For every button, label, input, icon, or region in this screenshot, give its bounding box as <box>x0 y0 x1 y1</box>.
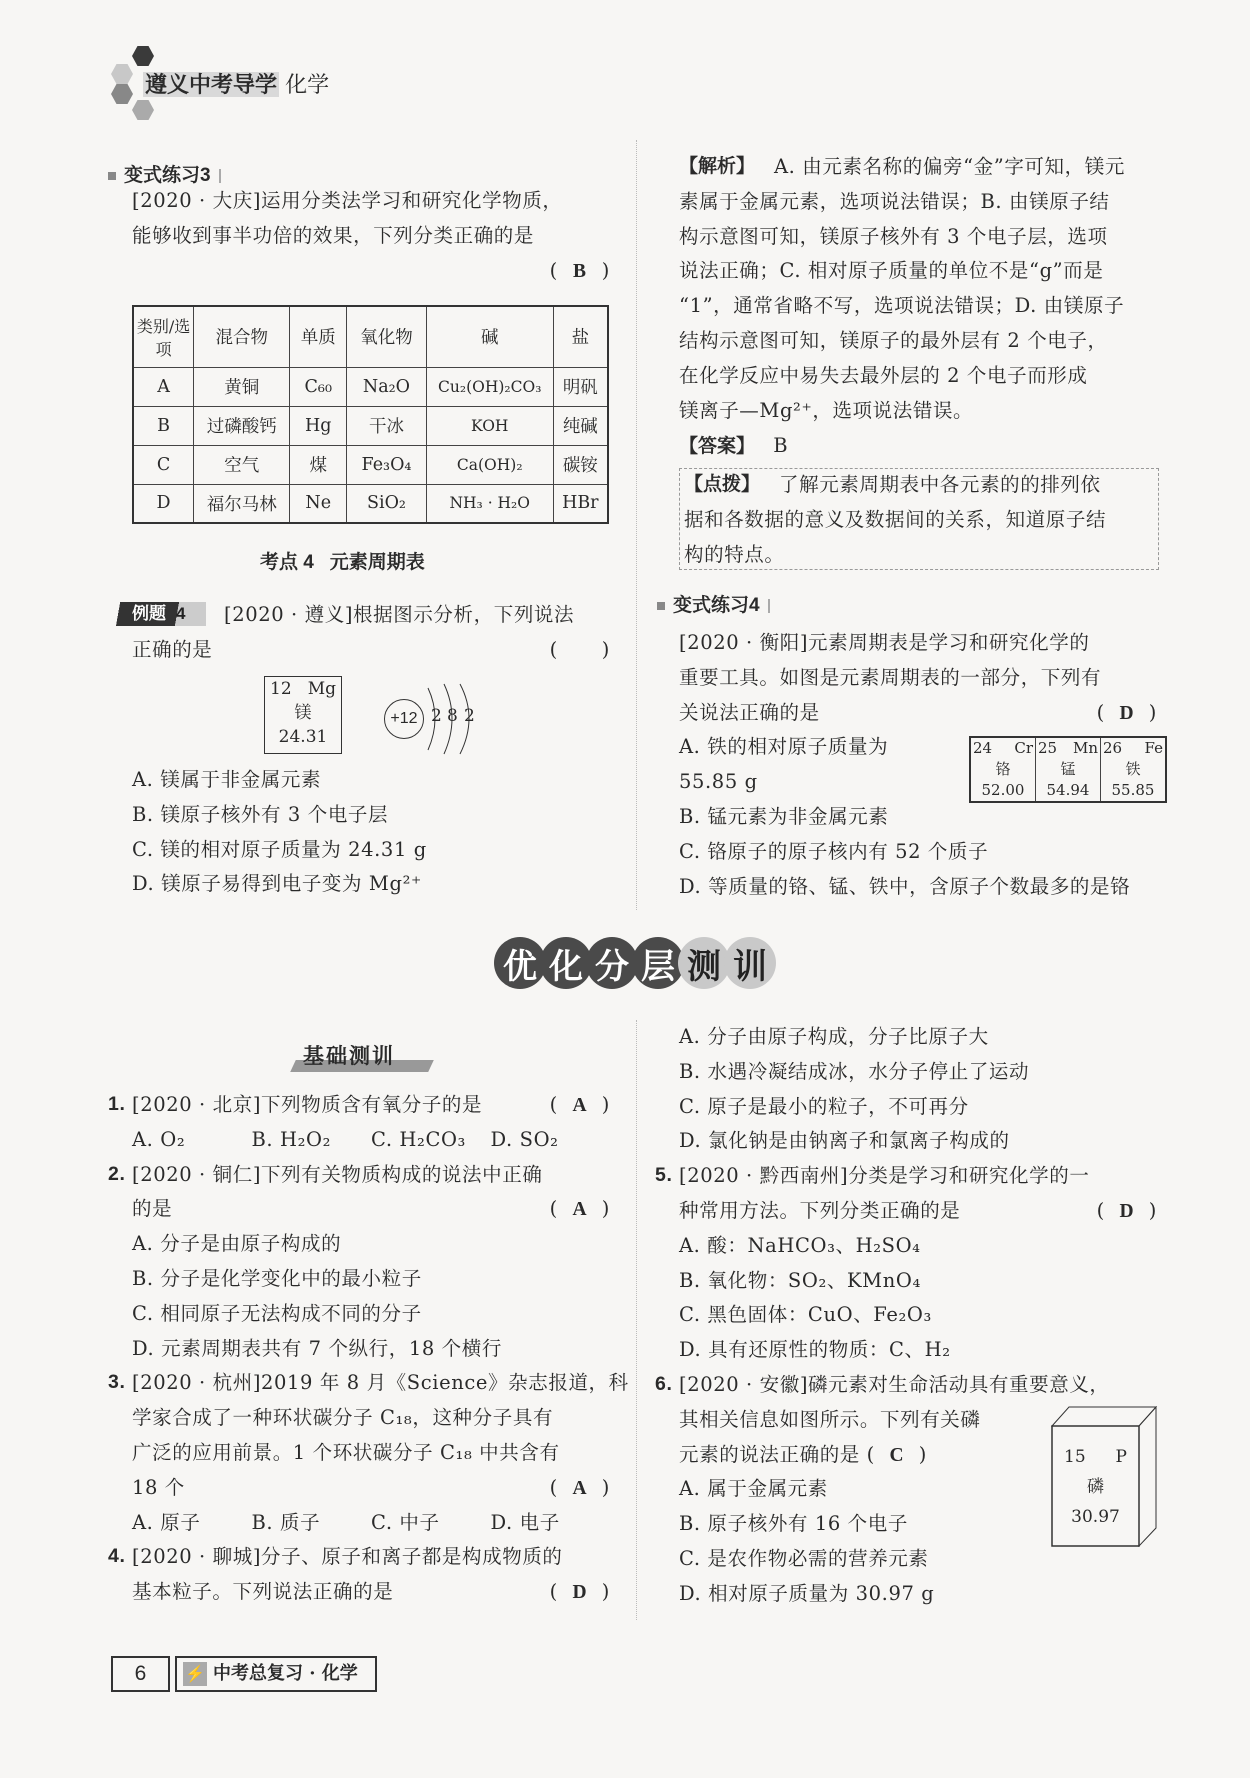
line-text: 结构示意图可知，镁原子的最外层有 2 个电子， <box>679 329 1108 352</box>
table-cell: 碳铵 <box>553 445 608 484</box>
banner-character: 化 <box>540 937 592 989</box>
text-line <box>679 660 1157 695</box>
banner-character: 测 <box>678 937 730 989</box>
hexagon-icon <box>111 64 133 84</box>
line-text: 基本粒子。下列说法正确的是 <box>132 1580 394 1604</box>
answer-value: A <box>572 1199 588 1221</box>
line-text: B. 氧化物：SO₂、KMnO₄ <box>679 1268 921 1292</box>
atomic-mass: 30.97 <box>1071 1507 1120 1527</box>
element-symbol: Mg <box>307 679 336 699</box>
footer-title: 中考总复习 · 化学 <box>213 1663 358 1684</box>
answer-value: C <box>889 1444 905 1466</box>
text-line <box>679 1019 1157 1054</box>
line-text: 说法正确；C. 相对原子质量的单位不是“g”而是 <box>679 259 1104 283</box>
periodic-table-excerpt <box>969 736 1167 803</box>
mg-element-box <box>264 676 342 754</box>
line-text: B. 镁原子核外有 3 个电子层 <box>132 802 389 826</box>
text-line <box>132 253 610 288</box>
line-text: [2020 · 铜仁]下列有关物质构成的说法中正确 <box>132 1162 543 1186</box>
table-header-cell: 混合物 <box>194 306 290 367</box>
text-line <box>679 1089 1157 1124</box>
example-number: 4 <box>176 604 186 623</box>
answer-bracket: ( A ) <box>550 1087 610 1123</box>
table-cell: Cu₂(OH)₂CO₃ <box>426 367 553 406</box>
nucleus: +12 <box>384 699 424 739</box>
line-text: D. 等质量的铬、锰、铁中，含原子个数最多的是铬 <box>679 874 1131 898</box>
text-line <box>132 1191 610 1226</box>
element-name: 铬 <box>995 760 1011 778</box>
answer-value: D <box>1119 702 1135 724</box>
text-line <box>108 1365 629 1400</box>
text-line <box>108 1157 610 1192</box>
text-line <box>679 1123 1157 1158</box>
line-text: [2020 · 安徽]磷元素对生命活动具有重要意义， <box>679 1373 1110 1396</box>
line-text: D. 元素周期表共有 7 个纵行，18 个横行 <box>132 1336 502 1360</box>
line-text: “1”，通常省略不写，选项说法错误；D. 由镁原子 <box>679 294 1125 318</box>
answer-value: B <box>572 260 587 282</box>
text-line <box>679 1263 1157 1298</box>
text-line <box>679 149 1157 184</box>
option: A. O₂ <box>132 1127 186 1151</box>
text-line <box>684 537 1154 572</box>
table-row <box>133 445 608 484</box>
line-text: [2020 · 聊城]分子、原子和离子都是构成物质的 <box>132 1545 563 1569</box>
text-line <box>679 834 1157 869</box>
text-line <box>132 1226 610 1261</box>
line-text: [2020 · 黔西南州]分类是学习和研究化学的一 <box>679 1164 1090 1188</box>
column-divider <box>636 140 637 910</box>
answer-bracket: ( A ) <box>550 1470 610 1506</box>
line-text: 在化学反应中易失去最外层的 2 个电子而形成 <box>679 363 1088 387</box>
table-cell: A <box>133 367 194 406</box>
square-bullet-icon <box>657 602 665 610</box>
basic-test-heading <box>293 1040 431 1074</box>
table-cell: Hg <box>290 406 347 445</box>
analysis-label: 【解析】 <box>679 156 756 177</box>
element-cell <box>970 737 1036 802</box>
question-number: 3. <box>108 1371 126 1394</box>
text-line <box>132 832 610 867</box>
text-line <box>108 1539 610 1574</box>
line-text: B. 水遇冷凝结成冰，水分子停止了运动 <box>679 1059 1030 1083</box>
line-text: [2020 · 杭州]2019 年 8 月《Science》杂志报道，科 <box>132 1371 629 1395</box>
line-text: A. 分子是由原子构成的 <box>132 1232 342 1256</box>
table-header-cell: 盐 <box>553 306 608 367</box>
element-name: 锰 <box>1060 760 1076 778</box>
table-row <box>133 406 608 445</box>
line-text: [2020 · 大庆]运用分类法学习和研究化学物质， <box>132 189 563 212</box>
table-cell: KOH <box>426 406 553 445</box>
text-line <box>679 1297 1157 1332</box>
line-text: A. 铁的相对原子质量为 <box>679 735 889 759</box>
line-text: 构的特点。 <box>684 542 785 566</box>
banner-character: 训 <box>724 937 776 989</box>
text-line <box>108 1087 610 1122</box>
line-text: 种常用方法。下列分类正确的是 <box>679 1199 961 1222</box>
line-text: A. 镁属于非金属元素 <box>132 768 322 791</box>
square-bullet-icon <box>108 172 116 180</box>
section-banner <box>494 937 770 989</box>
line-text: B. 原子核外有 16 个电子 <box>679 1512 908 1536</box>
table-header-row <box>133 306 608 367</box>
text-line <box>132 1331 610 1366</box>
answer-bracket: ( C ) <box>867 1437 927 1473</box>
answer-line <box>679 428 788 464</box>
banner-character: 优 <box>494 937 546 989</box>
section-heading <box>260 547 425 574</box>
element-name: 铁 <box>1125 760 1141 778</box>
atomic-mass: 24.31 <box>278 727 328 747</box>
answer-bracket: ( B ) <box>550 253 610 289</box>
phosphorus-element-cube <box>1051 1406 1157 1547</box>
atomic-number: 12 <box>270 679 292 699</box>
line-text: C. 铬原子的原子核内有 52 个质子 <box>679 839 989 863</box>
atomic-number: 25 <box>1038 739 1058 757</box>
element-header <box>1103 738 1163 759</box>
question-number: 4. <box>108 1545 126 1568</box>
atomic-mass: 52.00 <box>981 781 1025 799</box>
element-header <box>1038 738 1098 759</box>
line-text: 广泛的应用前景。1 个环状碳分子 C₁₈ 中共含有 <box>132 1441 560 1464</box>
option: C. H₂CO₃ <box>371 1127 466 1151</box>
line-text: [2020 · 北京]下列物质含有氧分子的是 <box>132 1093 483 1116</box>
banner-character: 层 <box>632 937 684 989</box>
footer-title-box <box>175 1656 377 1692</box>
text-line <box>132 183 610 218</box>
text-line <box>655 1367 1157 1402</box>
bar-icon <box>768 599 770 613</box>
line-text: B. 锰元素为非金属元素 <box>679 805 889 828</box>
line-text: 18 个 <box>132 1475 185 1499</box>
table-cell: HBr <box>553 484 608 523</box>
option: C. 中子 <box>371 1510 440 1534</box>
text-line <box>679 799 1157 834</box>
header-title <box>143 68 329 99</box>
table-row <box>133 367 608 406</box>
line-text: 学家合成了一种环状碳分子 C₁₈，这种分子具有 <box>132 1406 554 1430</box>
text-line <box>679 1576 1157 1611</box>
example-tag-text: 例题 <box>132 604 166 623</box>
line-text: D. 具有还原性的物质：C、H₂ <box>679 1338 951 1362</box>
option: D. 电子 <box>490 1510 560 1534</box>
text-line <box>132 1261 610 1296</box>
text-line <box>132 866 610 901</box>
brand-name: 遵义中考导学 <box>145 72 278 97</box>
question-number: 1. <box>108 1093 126 1115</box>
shell-electrons: 2 <box>431 706 442 726</box>
text-line <box>132 1296 610 1331</box>
text-line <box>132 597 610 632</box>
line-text: C. 相同原子无法构成不同的分子 <box>132 1301 422 1325</box>
line-text: 了解元素周期表中各元素的的排列依 <box>779 473 1101 496</box>
element-header <box>973 738 1033 759</box>
text-line <box>132 218 610 253</box>
atomic-number: 26 <box>1103 739 1123 757</box>
text-line <box>132 1574 610 1609</box>
line-text: 元素的说法正确的是 <box>679 1442 860 1466</box>
tip-label: 【点拨】 <box>684 474 761 495</box>
table-cell: Ca(OH)₂ <box>426 445 553 484</box>
text-line <box>679 253 1157 288</box>
line-text: C. 是农作物必需的营养元素 <box>679 1547 929 1570</box>
line-text: 关说法正确的是 <box>679 700 820 724</box>
subject-name: 化学 <box>285 72 330 97</box>
text-line <box>132 632 610 667</box>
element-symbol: Fe <box>1144 739 1163 757</box>
line-text: A. 属于金属元素 <box>679 1477 828 1501</box>
line-text: B. 分子是化学变化中的最小粒子 <box>132 1267 422 1290</box>
text-line <box>679 1332 1157 1367</box>
element-name: 镁 <box>294 703 312 723</box>
table-header-cell: 氧化物 <box>347 306 427 367</box>
line-text: 正确的是 <box>132 637 213 661</box>
line-text: A. 由元素名称的偏旁“金”字可知，镁元 <box>774 155 1125 178</box>
text-line <box>679 288 1157 323</box>
line-text: [2020 · 遵义]根据图示分析，下列说法 <box>224 603 575 626</box>
table-cell: 煤 <box>290 445 347 484</box>
element-name: 磷 <box>1087 1477 1104 1497</box>
atomic-mass: 54.94 <box>1046 781 1090 799</box>
tip-box <box>679 468 1159 570</box>
text-line <box>679 393 1157 428</box>
label-text: 变式练习4 <box>673 595 760 616</box>
text-line <box>132 1505 610 1540</box>
line-text: C. 原子是最小的粒子，不可再分 <box>679 1094 969 1118</box>
logo-icon: ⚡ <box>183 1662 207 1686</box>
table-cell: 过磷酸钙 <box>194 406 290 445</box>
element-symbol: Cr <box>1014 739 1033 757</box>
line-text: 据和各数据的意义及数据间的关系，知道原子结 <box>684 507 1107 531</box>
section-title: 元素周期表 <box>329 552 425 573</box>
table-cell: C₆₀ <box>290 367 347 406</box>
text-line <box>679 695 1157 730</box>
line-text: 其相关信息如图所示。下列有关磷 <box>679 1407 981 1431</box>
line-text: D. 相对原子质量为 30.97 g <box>679 1581 935 1605</box>
shell-electrons: 8 <box>447 706 458 726</box>
answer-label: 【答案】 <box>679 436 756 457</box>
table-cell: Na₂O <box>347 367 427 406</box>
atomic-number: 15 <box>1064 1447 1086 1467</box>
text-line <box>132 797 610 832</box>
element-cell <box>1101 737 1167 802</box>
periodic-row <box>970 737 1166 802</box>
answer-bracket: ( D ) <box>1097 1193 1157 1229</box>
question-number: 6. <box>655 1373 673 1395</box>
hexagon-icon <box>111 84 133 104</box>
text-line <box>132 1470 610 1505</box>
text-line <box>679 323 1157 358</box>
heading-text: 基础测训 <box>303 1045 395 1068</box>
text-line <box>684 467 1154 502</box>
answer-value: A <box>572 1095 588 1116</box>
atomic-number: 24 <box>973 739 993 757</box>
hexagon-icon <box>132 100 154 120</box>
option: B. H₂O₂ <box>251 1127 332 1151</box>
table-header-cell: 碱 <box>426 306 553 367</box>
table-header-cell: 类别/选项 <box>133 306 194 367</box>
table-header-cell: 单质 <box>290 306 347 367</box>
line-text: 55.85 g <box>679 770 758 794</box>
table-cell: Ne <box>290 484 347 523</box>
text-line <box>132 1122 610 1157</box>
classification-table <box>132 305 609 524</box>
table-cell: B <box>133 406 194 445</box>
text-line <box>132 1435 610 1470</box>
line-text: A. 酸：NaHCO₃、H₂SO₄ <box>679 1233 921 1257</box>
page-number: 6 <box>111 1656 170 1692</box>
table-row <box>133 484 608 523</box>
line-text: A. 分子由原子构成，分子比原子大 <box>679 1025 989 1048</box>
table-cell: SiO₂ <box>347 484 427 523</box>
option: B. 质子 <box>251 1510 321 1534</box>
line-text: 能够收到事半功倍的效果，下列分类正确的是 <box>132 223 535 247</box>
answer-bracket: ( A ) <box>550 1191 610 1227</box>
line-text: 的是 <box>132 1197 173 1221</box>
table-cell: NH₃ · H₂O <box>426 484 553 523</box>
text-line <box>132 1400 610 1435</box>
table-cell: 干冰 <box>347 406 427 445</box>
answer-value: B <box>773 434 788 457</box>
line-text: 素属于金属元素，选项说法错误；B. 由镁原子结 <box>679 189 1110 213</box>
text-line <box>679 1228 1157 1263</box>
text-line <box>679 358 1157 393</box>
question-number: 5. <box>655 1164 673 1187</box>
table-cell: 空气 <box>194 445 290 484</box>
hexagon-icon <box>132 46 154 66</box>
question-number: 2. <box>108 1162 126 1185</box>
option: D. SO₂ <box>490 1127 559 1151</box>
line-text: [2020 · 衡阳]元素周期表是学习和研究化学的 <box>679 631 1090 654</box>
column-divider <box>636 1020 637 1620</box>
variant-exercise-4-label <box>657 590 770 617</box>
answer-bracket: ( D ) <box>550 1574 610 1610</box>
answer-value: D <box>1119 1201 1135 1222</box>
table-cell: 纯碱 <box>553 406 608 445</box>
option: A. 原子 <box>132 1510 201 1534</box>
text-line <box>132 762 610 797</box>
banner-character: 分 <box>586 937 638 989</box>
label-text: 变式练习3 <box>124 165 211 186</box>
text-line <box>679 625 1157 660</box>
table-cell: 福尔马林 <box>194 484 290 523</box>
shell-electrons: 2 <box>464 706 475 726</box>
line-text: C. 镁的相对原子质量为 24.31 g <box>132 837 427 861</box>
text-line <box>679 1054 1157 1089</box>
bar-icon <box>219 169 221 183</box>
line-text: 镁离子—Mg²⁺，选项说法错误。 <box>679 398 974 422</box>
table-cell: 明矾 <box>553 367 608 406</box>
answer-value: D <box>572 1582 588 1604</box>
line-text: C. 黑色固体：CuO、Fe₂O₃ <box>679 1303 932 1327</box>
text-line <box>655 1158 1157 1193</box>
line-text: D. 氯化钠是由钠离子和氯离子构成的 <box>679 1129 1010 1153</box>
table-cell: C <box>133 445 194 484</box>
element-cell <box>1036 737 1101 802</box>
table-cell: Fe₃O₄ <box>347 445 427 484</box>
text-line <box>679 184 1157 219</box>
text-line <box>679 1193 1157 1228</box>
table-cell: D <box>133 484 194 523</box>
section-number: 考点 4 <box>260 552 314 573</box>
text-line <box>679 869 1157 904</box>
line-text: 重要工具。如图是元素周期表的一部分，下列有 <box>679 665 1102 689</box>
text-line <box>684 502 1154 537</box>
answer-bracket: ( D ) <box>1097 695 1157 731</box>
element-symbol: P <box>1115 1447 1127 1467</box>
atomic-mass: 55.85 <box>1111 781 1155 799</box>
answer-bracket: ( ) <box>549 637 610 661</box>
table-cell: 黄铜 <box>194 367 290 406</box>
text-line <box>679 219 1157 254</box>
line-text: 构示意图可知，镁原子核外有 3 个电子层，选项 <box>679 224 1108 248</box>
element-symbol: Mn <box>1072 739 1098 757</box>
answer-value: A <box>572 1477 588 1499</box>
line-text: D. 镁原子易得到电子变为 Mg²⁺ <box>132 872 422 896</box>
